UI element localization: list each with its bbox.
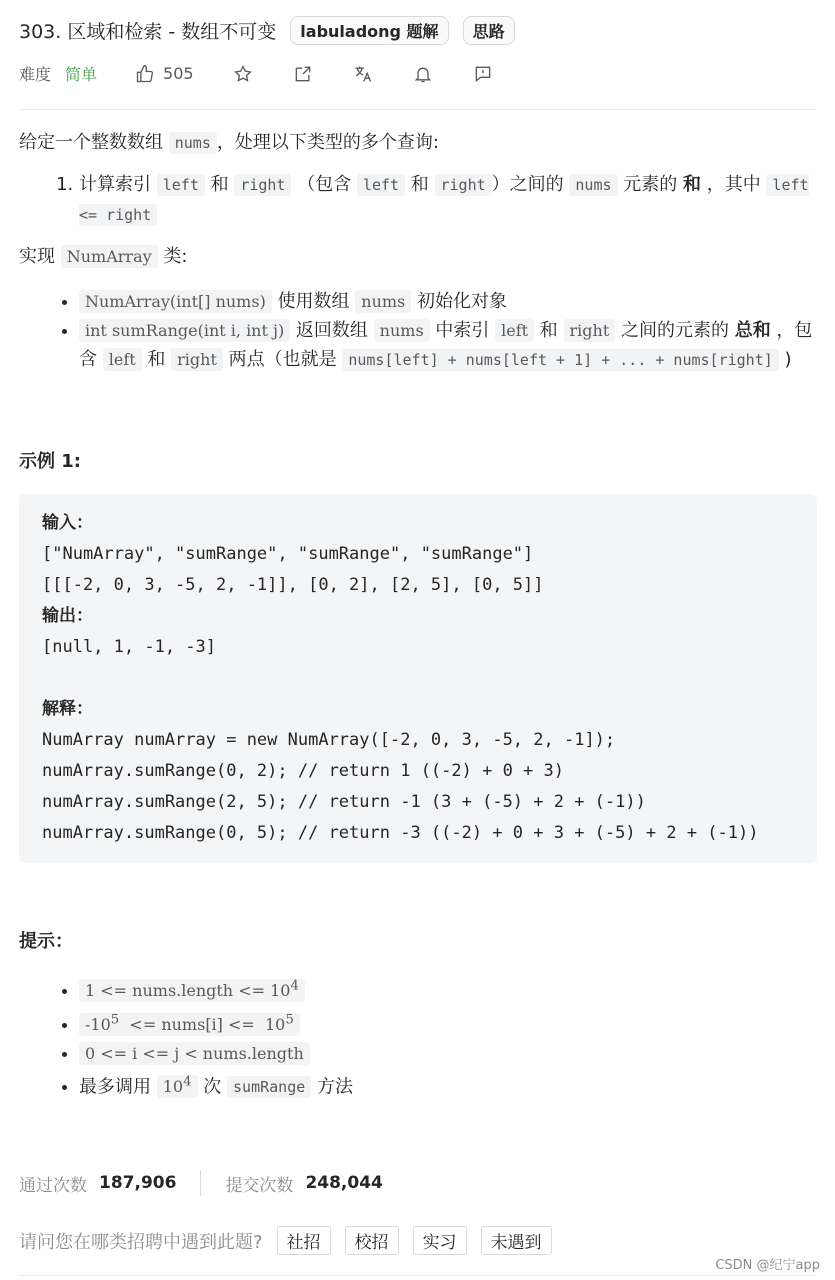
inline-code: left [357,174,405,196]
difficulty-value: 简单 [65,65,98,84]
text: 次 [197,1075,228,1097]
text: 10 [162,1076,184,1096]
list-item [79,1039,817,1068]
inline-code: left [495,319,534,342]
text: ) [778,349,792,370]
option-not-encountered[interactable]: 未遇到 [481,1226,552,1255]
thumbs-up-icon [135,64,155,84]
query-list [19,170,817,230]
inline-code: right [435,174,492,196]
text: 方法 [311,1075,354,1097]
code-line: numArray.sumRange(2, 5); // return -1 (3 + (-5) + 2 + (-1)) [42,792,646,812]
list-item [79,170,817,230]
text: ）之间的 [491,174,570,195]
superscript: 4 [290,979,299,994]
share-button[interactable] [292,63,314,85]
text: 两点（也就是 [222,349,343,370]
submitted-count: 248,044 [305,1173,383,1193]
inline-code: left <= right [79,176,809,224]
text: （包含 [291,174,357,195]
inline-code: nums [355,290,411,313]
title-row [19,16,515,45]
hints-heading: 提示： [19,931,73,952]
submitted-label: 提交次数 [225,1175,294,1196]
inline-code [157,1075,198,1098]
superscript: 5 [110,1012,120,1028]
text: 类: [157,246,188,267]
option-internship[interactable]: 实习 [413,1226,467,1255]
bold-text: 和 [682,174,701,195]
accepted-count: 187,906 [99,1173,177,1193]
superscript: 4 [183,1074,192,1090]
text: 元素的 [617,174,683,195]
difficulty-label: 难度 [19,65,52,84]
submission-stats [19,1170,383,1196]
stats-divider [200,1170,201,1196]
inline-code: sumRange [227,1076,311,1098]
example-heading: 示例 1: [19,451,81,472]
text: 计算索引 [79,174,157,195]
accepted-label: 通过次数 [19,1175,87,1196]
text: 给定一个整数数组 [19,132,169,153]
list-item [79,287,817,316]
inline-code [79,1013,300,1036]
text: 中索引 [429,320,496,341]
text: 1 <= nums.length <= 10 [85,981,291,1001]
divider [19,109,817,110]
inline-code: nums[left] + nums[left + 1] + ... + nums[right] [342,349,778,371]
inline-code: nums [374,319,430,342]
favorite-button[interactable] [232,63,254,85]
text: -10 [85,1014,111,1034]
text: 和 [141,349,172,370]
desc-paragraph-2 [19,242,817,271]
list-item [79,1005,817,1038]
code-line: NumArray numArray = new NumArray([-2, 0, 3, -5, 2, -1]); [42,730,616,750]
feedback-button[interactable] [472,63,494,85]
text: 和 [405,174,435,195]
text: 之间的元素的 [615,320,735,341]
survey-question: 请问您在哪类招聘中遇到此题? [19,1231,263,1253]
text: 和 [204,174,235,195]
option-campus-recruit[interactable]: 校招 [345,1226,399,1255]
interview-survey [19,1226,552,1255]
inline-code: left [103,348,142,371]
page-title: 303. 区域和检索 - 数组不可变 [19,21,277,43]
watermark: CSDN @纪宁app [715,1258,820,1273]
text: ，包含 [79,320,813,370]
bell-icon [413,64,433,84]
code-line: numArray.sumRange(0, 2); // return 1 ((-2) + 0 + 3) [42,761,564,781]
text: ，处理以下类型的多个查询: [216,132,439,153]
inline-code: NumArray [61,245,158,268]
code-line: numArray.sumRange(0, 5); // return -3 ((-2) + 0 + 3 + (-5) + 2 + (-1)) [42,823,759,843]
list-item [79,1068,817,1102]
method-list [19,287,817,375]
inline-code: int sumRange(int i, int j) [79,319,290,342]
share-icon [293,64,313,84]
bold-text: 总和 [734,320,771,341]
inline-code: 0 <= i <= j < nums.length [79,1042,310,1065]
code-line: [[[-2, 0, 3, -5, 2, -1]], [0, 2], [2, 5], [0, 5]] [42,575,544,595]
text: <= nums[i] <= 10 [119,1014,286,1034]
inline-code: right [171,348,223,371]
feedback-icon [473,64,493,84]
text: 最多调用 [79,1075,157,1097]
example-block [19,494,817,863]
labuladong-tag[interactable]: labuladong 题解 [290,16,448,45]
code-line: ["NumArray", "sumRange", "sumRange", "sumRange"] [42,544,534,564]
meta-row [19,62,532,85]
list-item [79,972,817,1005]
inline-code: left [157,174,205,196]
inline-code: nums [569,174,617,196]
problem-description [19,128,817,1102]
text: 实现 [19,246,61,267]
inline-code: right [564,319,616,342]
inline-code: NumArray(int[] nums) [79,290,272,313]
star-icon [233,64,253,84]
translate-button[interactable] [352,63,374,85]
translate-icon [353,64,373,84]
hints-list [19,972,817,1102]
like-count: 505 [163,64,194,83]
text: 使用数组 [271,291,356,312]
output-label: 输出： [42,606,93,626]
inline-code: nums [169,132,217,154]
superscript: 5 [285,1012,294,1028]
like-button[interactable] [135,64,194,84]
option-social-recruit[interactable]: 社招 [277,1226,331,1255]
explain-label: 解释： [42,699,93,719]
notify-button[interactable] [412,63,434,85]
inline-code: right [234,174,291,196]
desc-paragraph-1 [19,128,817,158]
input-label: 输入： [42,513,93,533]
inline-code [79,979,305,1002]
text: 返回数组 [290,320,374,341]
text: 初始化对象 [411,291,507,312]
hint-tag[interactable]: 思路 [463,16,515,45]
code-line: [null, 1, -1, -3] [42,637,216,657]
text: 和 [534,320,564,341]
bottom-divider [19,1275,817,1276]
text: ，其中 [700,174,767,195]
list-item [79,316,817,375]
